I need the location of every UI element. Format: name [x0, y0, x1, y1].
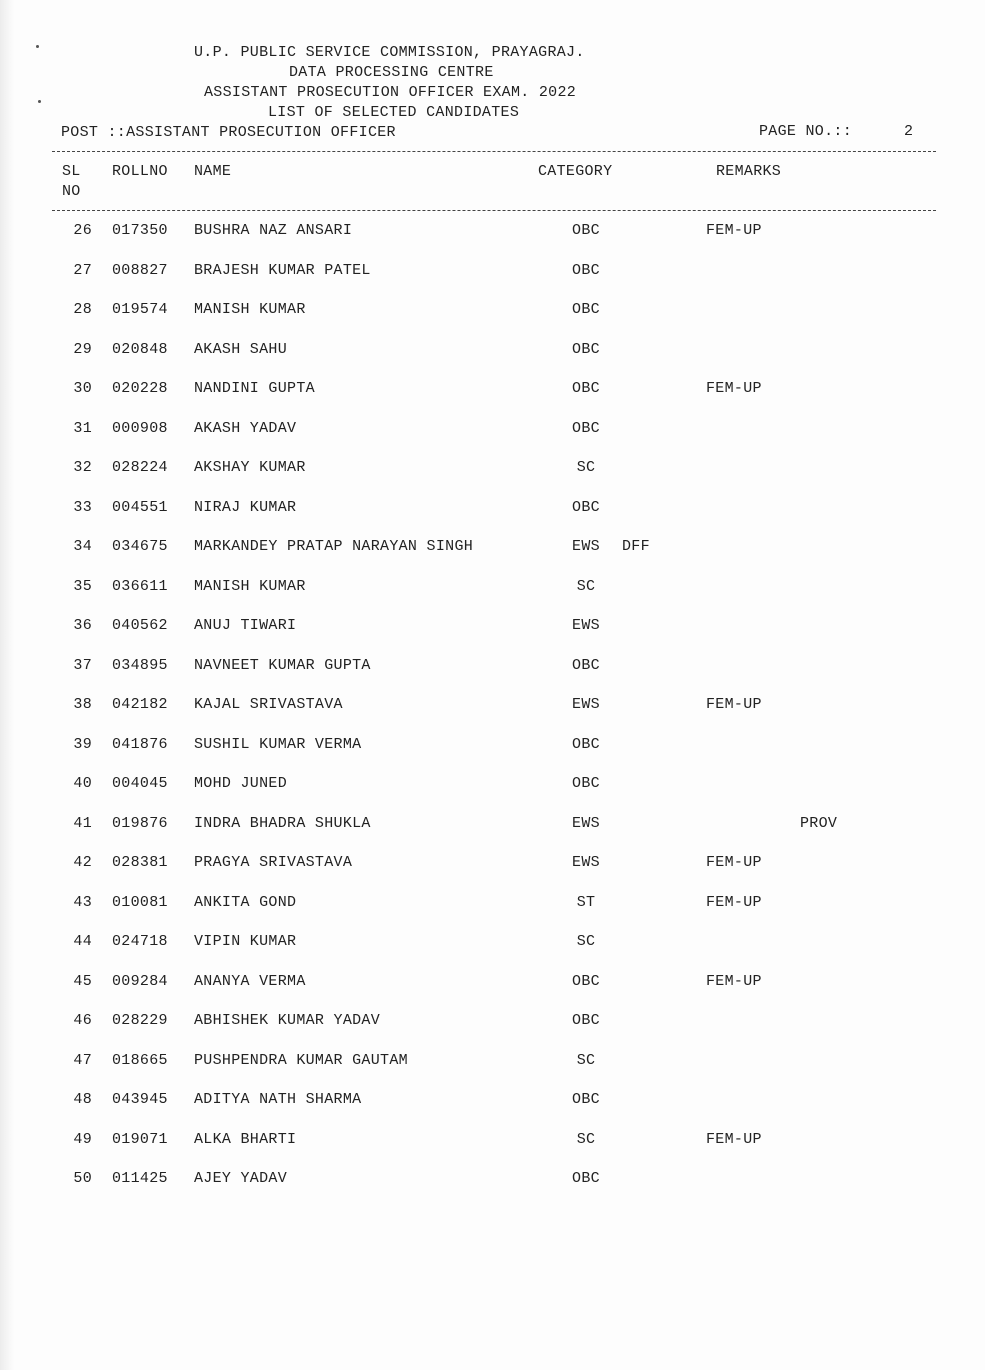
row-category: OBC: [572, 973, 600, 990]
row-sl-no: 29: [73, 341, 92, 358]
table-row: [0, 301, 985, 321]
row-category: EWS: [572, 815, 600, 832]
row-roll-no: 036611: [112, 578, 168, 595]
row-name: AKASH YADAV: [194, 420, 297, 437]
row-sl-no: 44: [73, 933, 92, 950]
row-remark: FEM-UP: [706, 1131, 762, 1148]
row-roll-no: 019876: [112, 815, 168, 832]
row-sl-no: 36: [73, 617, 92, 634]
table-row: [0, 815, 985, 835]
row-name: MARKANDEY PRATAP NARAYAN SINGH: [194, 538, 474, 555]
row-name: NAVNEET KUMAR GUPTA: [194, 657, 371, 674]
row-category: OBC: [572, 341, 600, 358]
row-name: ANKITA GOND: [194, 894, 297, 911]
row-roll-no: 019574: [112, 301, 168, 318]
centre-title: DATA PROCESSING CENTRE: [289, 64, 494, 81]
row-category: OBC: [572, 420, 600, 437]
row-roll-no: 011425: [112, 1170, 168, 1187]
row-name: ANUJ TIWARI: [194, 617, 297, 634]
scan-shadow: [0, 0, 14, 1370]
row-sl-no: 39: [73, 736, 92, 753]
row-roll-no: 020228: [112, 380, 168, 397]
table-row: [0, 973, 985, 993]
row-category: SC: [576, 1131, 596, 1148]
exam-title: ASSISTANT PROSECUTION OFFICER EXAM. 2022: [204, 84, 577, 101]
row-name: ANANYA VERMA: [194, 973, 306, 990]
row-sl-no: 32: [73, 459, 92, 476]
row-category: EWS: [572, 538, 600, 555]
row-roll-no: 043945: [112, 1091, 168, 1108]
table-row: [0, 341, 985, 361]
row-sl-no: 28: [73, 301, 92, 318]
header-divider-bottom: [52, 210, 936, 211]
table-row: [0, 380, 985, 400]
table-row: [0, 222, 985, 242]
table-row: [0, 538, 985, 558]
row-roll-no: 004045: [112, 775, 168, 792]
row-sl-no: 47: [73, 1052, 92, 1069]
row-name: MANISH KUMAR: [194, 301, 306, 318]
row-roll-no: 019071: [112, 1131, 168, 1148]
row-roll-no: 042182: [112, 696, 168, 713]
table-row: [0, 736, 985, 756]
row-remark-prov: PROV: [800, 815, 838, 832]
row-subcategory: DFF: [622, 538, 650, 555]
row-roll-no: 017350: [112, 222, 168, 239]
col-header-sl: SL: [62, 163, 81, 180]
row-roll-no: 018665: [112, 1052, 168, 1069]
row-sl-no: 35: [73, 578, 92, 595]
table-row: [0, 657, 985, 677]
row-name: BUSHRA NAZ ANSARI: [194, 222, 353, 239]
row-roll-no: 010081: [112, 894, 168, 911]
table-row: [0, 1131, 985, 1151]
row-sl-no: 46: [73, 1012, 92, 1029]
row-sl-no: 37: [73, 657, 92, 674]
row-sl-no: 40: [73, 775, 92, 792]
row-sl-no: 42: [73, 854, 92, 871]
row-roll-no: 040562: [112, 617, 168, 634]
row-remark: FEM-UP: [706, 222, 762, 239]
row-roll-no: 000908: [112, 420, 168, 437]
table-row: [0, 1012, 985, 1032]
row-category: SC: [576, 459, 596, 476]
row-category: ST: [576, 894, 596, 911]
col-header-name: NAME: [194, 163, 232, 180]
table-row: [0, 262, 985, 282]
row-name: NANDINI GUPTA: [194, 380, 315, 397]
row-category: OBC: [572, 657, 600, 674]
table-row: [0, 499, 985, 519]
row-category: SC: [576, 933, 596, 950]
page-number-label: PAGE NO.::: [759, 123, 853, 140]
row-name: MANISH KUMAR: [194, 578, 306, 595]
row-name: KAJAL SRIVASTAVA: [194, 696, 343, 713]
row-roll-no: 020848: [112, 341, 168, 358]
table-row: [0, 696, 985, 716]
row-roll-no: 028381: [112, 854, 168, 871]
row-sl-no: 33: [73, 499, 92, 516]
row-roll-no: 024718: [112, 933, 168, 950]
row-category: OBC: [572, 222, 600, 239]
table-row: [0, 617, 985, 637]
row-sl-no: 41: [73, 815, 92, 832]
row-name: VIPIN KUMAR: [194, 933, 297, 950]
row-category: SC: [576, 1052, 596, 1069]
table-row: [0, 1091, 985, 1111]
row-sl-no: 34: [73, 538, 92, 555]
row-category: OBC: [572, 499, 600, 516]
col-header-remarks: REMARKS: [716, 163, 782, 180]
row-sl-no: 49: [73, 1131, 92, 1148]
row-sl-no: 27: [73, 262, 92, 279]
row-name: AKSHAY KUMAR: [194, 459, 306, 476]
row-category: OBC: [572, 1012, 600, 1029]
row-sl-no: 43: [73, 894, 92, 911]
row-name: ABHISHEK KUMAR YADAV: [194, 1012, 381, 1029]
row-sl-no: 30: [73, 380, 92, 397]
row-roll-no: 028229: [112, 1012, 168, 1029]
row-name: AJEY YADAV: [194, 1170, 288, 1187]
row-category: OBC: [572, 775, 600, 792]
row-remark: FEM-UP: [706, 696, 762, 713]
row-category: OBC: [572, 1091, 600, 1108]
row-sl-no: 38: [73, 696, 92, 713]
row-name: PUSHPENDRA KUMAR GAUTAM: [194, 1052, 408, 1069]
row-sl-no: 26: [73, 222, 92, 239]
table-row: [0, 933, 985, 953]
col-header-no: NO: [62, 183, 81, 200]
col-header-rollno: ROLLNO: [112, 163, 168, 180]
header-divider-top: [52, 151, 936, 152]
row-name: INDRA BHADRA SHUKLA: [194, 815, 371, 832]
scan-speck: [38, 100, 41, 103]
row-name: ADITYA NATH SHARMA: [194, 1091, 362, 1108]
row-category: EWS: [572, 854, 600, 871]
row-category: EWS: [572, 696, 600, 713]
table-row: [0, 459, 985, 479]
row-remark: FEM-UP: [706, 854, 762, 871]
row-category: OBC: [572, 380, 600, 397]
row-category: EWS: [572, 617, 600, 634]
post-label: POST ::ASSISTANT PROSECUTION OFFICER: [61, 124, 396, 141]
row-name: PRAGYA SRIVASTAVA: [194, 854, 353, 871]
row-roll-no: 004551: [112, 499, 168, 516]
row-name: BRAJESH KUMAR PATEL: [194, 262, 371, 279]
row-roll-no: 028224: [112, 459, 168, 476]
row-roll-no: 034675: [112, 538, 168, 555]
commission-title: U.P. PUBLIC SERVICE COMMISSION, PRAYAGRAJ.: [194, 44, 585, 61]
table-row: [0, 775, 985, 795]
row-category: OBC: [572, 262, 600, 279]
row-remark: FEM-UP: [706, 973, 762, 990]
row-roll-no: 034895: [112, 657, 168, 674]
table-row: [0, 578, 985, 598]
col-header-category: CATEGORY: [538, 163, 613, 180]
row-roll-no: 009284: [112, 973, 168, 990]
row-roll-no: 008827: [112, 262, 168, 279]
row-remark: FEM-UP: [706, 380, 762, 397]
row-category: OBC: [572, 1170, 600, 1187]
row-remark: FEM-UP: [706, 894, 762, 911]
row-category: OBC: [572, 736, 600, 753]
table-row: [0, 420, 985, 440]
row-sl-no: 45: [73, 973, 92, 990]
row-name: SUSHIL KUMAR VERMA: [194, 736, 362, 753]
row-sl-no: 31: [73, 420, 92, 437]
table-row: [0, 1052, 985, 1072]
row-sl-no: 50: [73, 1170, 92, 1187]
row-name: ALKA BHARTI: [194, 1131, 297, 1148]
table-row: [0, 894, 985, 914]
row-name: AKASH SAHU: [194, 341, 288, 358]
table-row: [0, 854, 985, 874]
row-name: MOHD JUNED: [194, 775, 288, 792]
row-name: NIRAJ KUMAR: [194, 499, 297, 516]
row-category: OBC: [572, 301, 600, 318]
scan-speck: [36, 45, 39, 48]
row-roll-no: 041876: [112, 736, 168, 753]
row-sl-no: 48: [73, 1091, 92, 1108]
row-category: SC: [576, 578, 596, 595]
page-number: 2: [904, 123, 914, 140]
table-row: [0, 1170, 985, 1190]
list-title: LIST OF SELECTED CANDIDATES: [268, 104, 520, 121]
